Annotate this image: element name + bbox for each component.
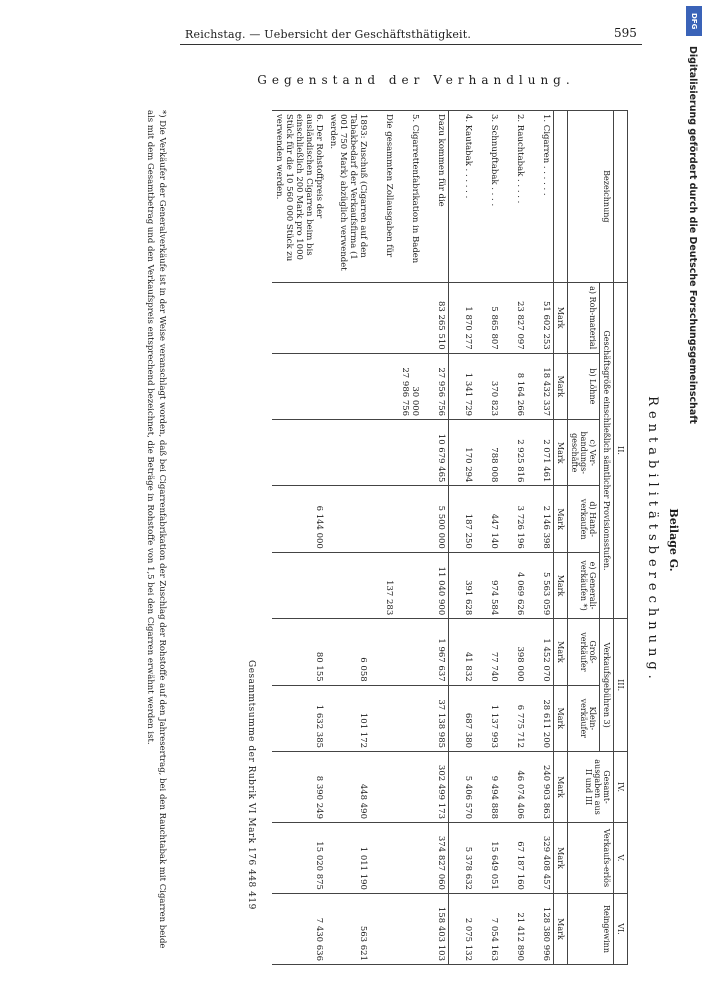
cell-iv: 9 494 888 [475,752,501,823]
rotated-table-content [108,100,688,980]
rentabilitaet-table [272,110,628,965]
cell-vi [370,893,396,964]
cell-d: 187 250 [449,486,476,552]
sum-vi: 158 403 103 [422,893,449,964]
row-label: 5. Cigarrettenfabrikation in Baden [396,111,422,283]
cell-e [272,552,326,618]
col-roman-blank [614,111,628,283]
sum-row [422,111,449,965]
cell-a: 51 602 253 [527,282,554,353]
cell-c [326,420,370,486]
unit-e: Mark [554,552,568,618]
unit-v: Mark [554,823,568,894]
cell-iii-b: 687 380 [449,685,476,751]
cell-e [396,552,422,618]
col-bezeichnung: Bezeichnung [568,111,614,283]
cell-v [370,823,396,894]
unit-b: Mark [554,353,568,419]
table-row [527,111,554,965]
cell-a [370,282,396,353]
cell-iii-b [396,685,422,751]
cell-c [272,420,326,486]
cell-a: 1 870 277 [449,282,476,353]
cell-d [326,486,370,552]
row-label: 1. Cigarren . . . . . . [527,111,554,283]
funding-notice: Digitalisierung gefördert durch die Deutsche Forschungsgemeinschaft [687,46,698,424]
sum-d: 5 500 000 [422,486,449,552]
table-row [501,111,527,965]
cell-iii-b: 6 775 712 [501,685,527,751]
cell-iv [396,752,422,823]
cell-b: 1 341 729 [449,353,476,419]
cell-vi: 128 380 996 [527,893,554,964]
cell-b [396,353,422,419]
unit-d: Mark [554,486,568,552]
cell-vi: 2 075 132 [449,893,476,964]
cell-c: 2 071 461 [527,420,554,486]
cell-iii-b [370,685,396,751]
cell-v: 1 011 190 [326,823,370,894]
cell-c [396,420,422,486]
cell-e: 5 563 059 [527,552,554,618]
cell-v: 15 649 051 [475,823,501,894]
row-label: 6. Der Rohstoffpreis der ausländischen Cigarren beim bis einschließlich 200 Mark pro 1000 Stück für die 10 560 000 Stück zu verwenden werden. [272,111,326,283]
cell-vi: 563 621 [326,893,370,964]
col-roman-v: V. [614,823,628,894]
cell-iii-b: 28 611 200 [527,685,554,751]
beilage-label: Beilage G. [667,508,680,572]
col-roman-vi: VI. [614,893,628,964]
cell-iv: 8 390 249 [272,752,326,823]
cell-v: 67 187 160 [501,823,527,894]
cell-iii-a: 41 832 [449,619,476,685]
cell-c: 2 925 816 [501,420,527,486]
table-row [326,111,370,965]
cell-d: 2 146 398 [527,486,554,552]
col-b: b) Löhne [568,353,600,419]
row-label: 1893: Zuschuß (Cigarren auf den Tabakbedarf der Verkaufsfirma (1 001 750 Mark) abzüglich verwendet werden. [326,111,370,283]
col-roman-iv: IV. [614,752,628,823]
unit-blank [554,111,568,283]
cell-iii-a [396,619,422,685]
cell-b [326,353,370,419]
cell-d: 6 144 000 [272,486,326,552]
sum-c: 10 679 465 [422,420,449,486]
cell-b-value: 30 000 [410,386,420,417]
cell-e: 137 283 [370,552,396,618]
cell-v: 329 408 457 [527,823,554,894]
unit-a: Mark [554,282,568,353]
sum-b: 27 956 756 [422,353,449,419]
rotated-table-area [108,100,688,980]
cell-iii-b: 1 137 993 [475,685,501,751]
cell-c [370,420,396,486]
sum-iii-a: 1 967 637 [422,619,449,685]
table-row [449,111,476,965]
cell-a [272,282,326,353]
cell-iv: 46 074 406 [501,752,527,823]
row-label: Dazu kommen für die [422,111,449,283]
table-row [475,111,501,965]
sum-e: 11 040 900 [422,552,449,618]
cell-b-total: 27 986 756 [400,367,410,417]
unit-iii-b: Mark [554,685,568,751]
cell-iii-a: 6 058 [326,619,370,685]
cell-e: 974 584 [475,552,501,618]
unit-iii-a: Mark [554,619,568,685]
header-rule [180,44,642,45]
cell-iii-a: 80 155 [272,619,326,685]
cell-e: 391 628 [449,552,476,618]
cell-c: 170 294 [449,420,476,486]
dfg-logo: DFG [686,6,702,36]
row-label: 2. Rauchtabak . . . . . [501,111,527,283]
cell-a [396,282,422,353]
col-iii-a: Groß-verkäufer [568,619,600,685]
cell-vi: 21 412 890 [501,893,527,964]
table-title: Rentabilitätsberechnung. [645,396,660,684]
page-number: 595 [614,26,637,40]
cell-vi: 7 430 636 [272,893,326,964]
cell-iii-a: 398 000 [501,619,527,685]
cell-d: 447 140 [475,486,501,552]
gesamtsumme: Gesammtsumme der Rubrik VI Mark 176 448 419 [246,660,256,910]
cell-iv: 5 406 570 [449,752,476,823]
group-header-iii: Verkaufsgebühren 3) [600,619,614,752]
table-row [396,111,422,965]
unit-vi: Mark [554,893,568,964]
cell-a [326,282,370,353]
cell-b [370,353,396,419]
cell-b: 370 823 [475,353,501,419]
cell-e: 4 069 626 [501,552,527,618]
cell-iii-a: 1 452 070 [527,619,554,685]
sum-iv: 302 499 173 [422,752,449,823]
footnote: *) Die Verkäufer der Generalverkäufe ist in der Weise veranschlagt worden, daß bei Cigarrenfabrikation der Zuschlag der Rohstoffe auf den Jahresertrag, bei den Rauchtabak mit Cigarren beide als mit dem Gesamtbetrag und den Verkaufspreis entsprechend bezeichnet, die Beträge in Rohstoffe von 1,5 bei den Cigarren erwähnt werden ist. [145,110,167,949]
cell-c: 788 008 [475,420,501,486]
unit-c: Mark [554,420,568,486]
col-d: d) Hand-verkaufen [568,486,600,552]
cell-d [370,486,396,552]
cell-vi [396,893,422,964]
cell-v: 15 020 875 [272,823,326,894]
cell-iii-a: 77 740 [475,619,501,685]
table-row [272,111,326,965]
cell-a: 5 865 807 [475,282,501,353]
cell-d: 3 726 196 [501,486,527,552]
cell-iv: 240 903 863 [527,752,554,823]
col-v: Verkaufs-erlös [568,823,614,894]
sum-iii-b: 37 138 985 [422,685,449,751]
row-label: 3. Schnupftabak . . . . [475,111,501,283]
col-iii-b: Klein-verkäufer [568,685,600,751]
cell-vi: 7 054 163 [475,893,501,964]
cell-v: 5 378 632 [449,823,476,894]
col-roman-iii: III. [614,619,628,752]
col-c: c) Ver-bandungs-geschäfte [568,420,600,486]
col-iv: Gesamt-ausgaben aus II und III [568,752,614,823]
table-row [370,111,396,965]
sum-a: 83 265 510 [422,282,449,353]
col-a: a) Roh-material [568,282,600,353]
col-e: e) Generali-verkäufen *) [568,552,600,618]
cell-e [326,552,370,618]
sum-v: 374 827 060 [422,823,449,894]
cell-b [272,353,326,419]
col-roman-ii: II. [614,282,628,619]
row-label: Die gesammten Zollausgaben für [370,111,396,283]
cell-a: 23 827 097 [501,282,527,353]
col-vi: Reingewinn [568,893,614,964]
cell-b: 18 432 337 [527,353,554,419]
cell-v [396,823,422,894]
cell-iii-b: 101 172 [326,685,370,751]
unit-iv: Mark [554,752,568,823]
cell-iii-b: 1 632 385 [272,685,326,751]
section-title: Gegenstand der Verhandlung. [257,73,575,87]
cell-b: 8 164 266 [501,353,527,419]
group-header-ii: Geschäftsgröße einschließlich sämtlicher Provisionsstufen. [600,282,614,619]
row-label: 4. Kautabak . . . . . . [449,111,476,283]
cell-d [396,486,422,552]
cell-iv [370,752,396,823]
cell-iv: 448 490 [326,752,370,823]
running-title: Reichstag. — Uebersicht der Geschäftsthätigkeit. [185,28,472,41]
cell-iii-a [370,619,396,685]
